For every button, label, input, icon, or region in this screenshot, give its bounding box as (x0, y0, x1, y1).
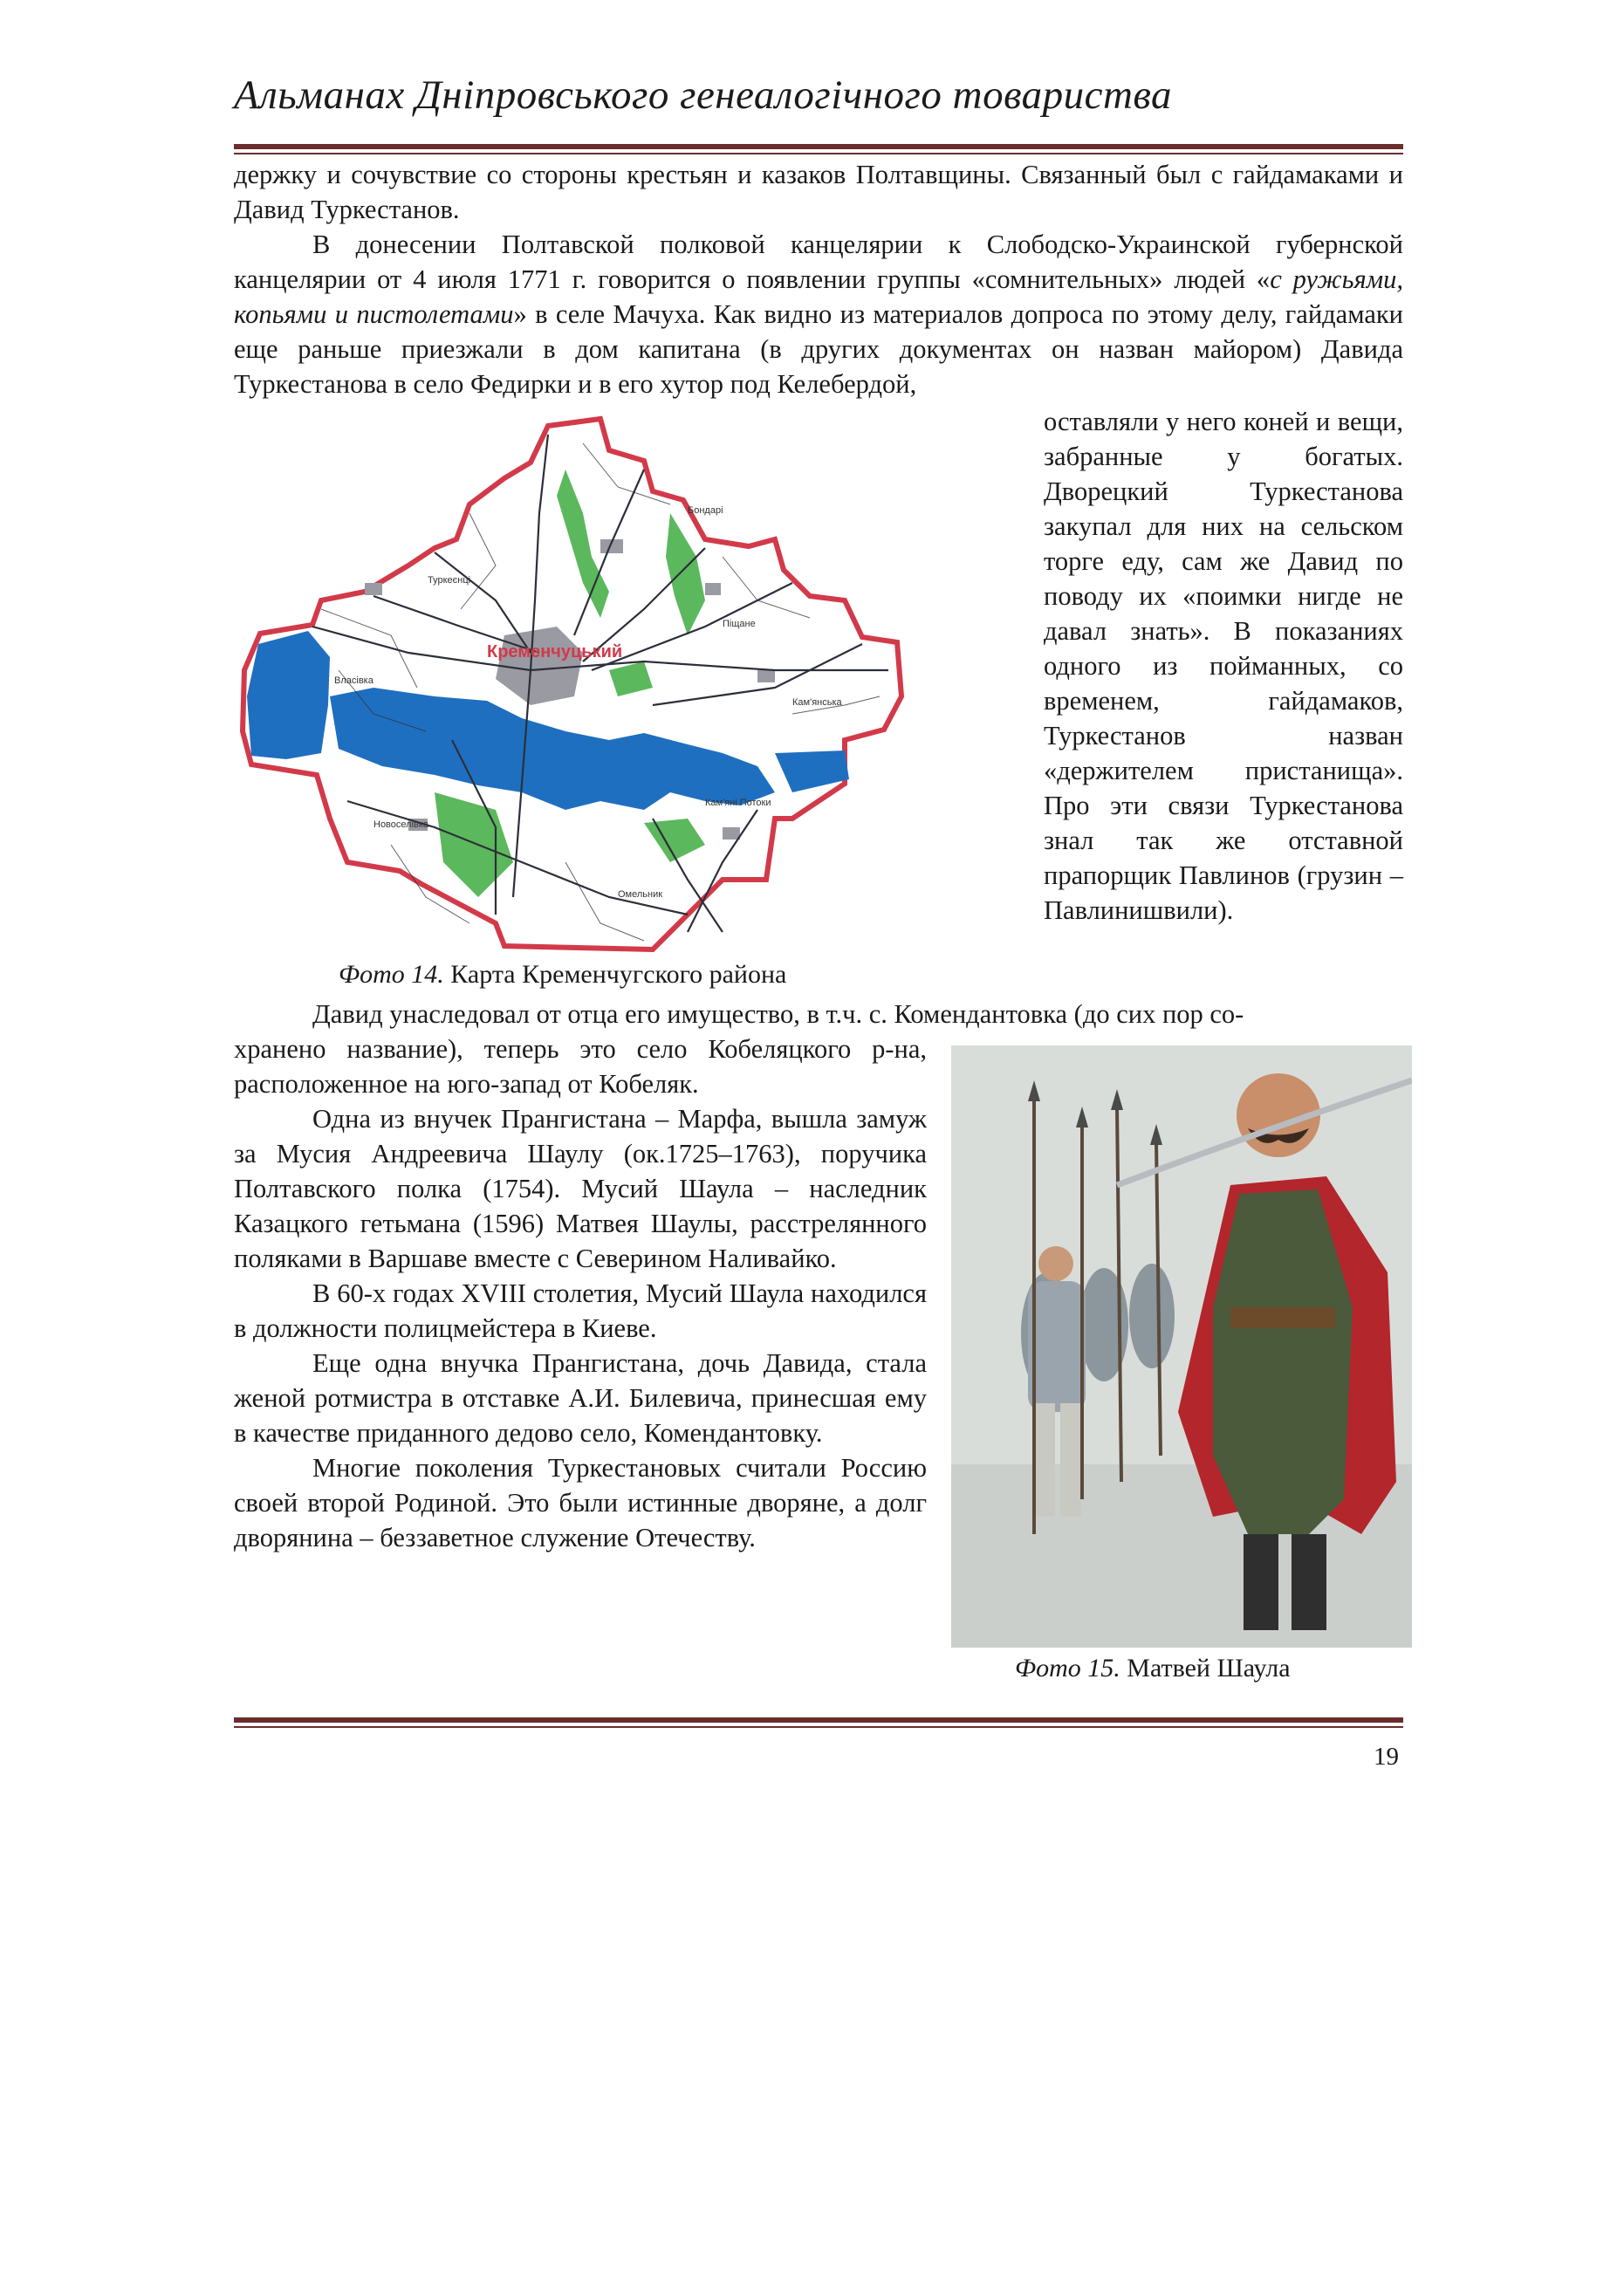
paragraph: хранено название), теперь это село Кобеляцкого р-на, расположенное на юго-запад от Кобеляк. (234, 1034, 927, 1099)
paragraph: Многие поколения Туркестановых считали Россию своей второй Родиной. Это были истинные дворяне, а долг дворянина – беззаветное служение Отечеству. (234, 1453, 927, 1552)
figure-label: Фото 15. (1015, 1654, 1120, 1683)
mid-text-line (234, 997, 1403, 1031)
figure-caption-text: Карта Кременчугского района (443, 960, 787, 989)
reservoir-west (247, 631, 330, 759)
paragraph: В донесении Полтавской полковой канцелярии к Слободско-Украинской губернской канцелярии от 4 июля 1771 г. говорится о появлении группы «сомнительных» людей «с ружьями, копьями и пистолетами» в селе Мачуха. Как видно из материалов допроса по этому делу, гайдамаки еще раньше приезжали в дом капитана (в других документах он назван майором) Давида Туркестанова в село Федирки и в его хутор под Келебердой, (234, 230, 1403, 399)
belt (1230, 1307, 1335, 1328)
map-image (234, 408, 1007, 958)
illustration-image (951, 1045, 1412, 1648)
settlement (723, 827, 740, 840)
figure-caption-text: Матвей Шаула (1120, 1654, 1291, 1683)
settlement (757, 670, 775, 682)
figure-14-caption (339, 960, 786, 990)
italic-quote: с ружьями, копьями и пистолетами (234, 264, 1403, 329)
map-title-label: Кременчуцький (487, 642, 623, 661)
map-place-label: Омельник (618, 889, 663, 900)
paragraph: оставляли у него коней и вещи, забранные у богатых. Дворецкий Туркестанова закупал для них на сельском торге еду, сам же Давид по поводу их «поимки нигде не давал знать». В показаниях одного из пойманных, со временем, гайдамаков, Туркестанов назван «держителем пристанища». Про эти связи Туркестанова знал так же отставной прапорщик Павлинов (грузин – Павлинишвили). (1044, 407, 1403, 925)
paragraph: Еще одна внучка Прангистана, дочь Давида, стала женой ротмистра в отставке А.И. Билевича, принесшая ему в качестве приданного дедово село, Комендантовку. (234, 1348, 927, 1448)
cossack-legs (1244, 1534, 1278, 1630)
left-text-block (234, 1031, 927, 1555)
paragraph-first-line: Давид унаследовал от отца его имущество, в т.ч. с. Комендантовка (до сих пор со- (312, 999, 1244, 1029)
page-number: 19 (1374, 1743, 1399, 1771)
top-text-block (234, 157, 1403, 401)
paragraph: Одна из внучек Прангистана – Марфа, вышла замуж за Мусия Андреевича Шаулу (ок.1725–1763), поручика Полтавского полка (1754). Мусий Шаула – наследник Казацкого гетьмана (1596) Матвея Шаулы, расстрелянного поляками в Варшаве вместе с Северином Наливайко. (234, 1104, 927, 1273)
cossack-legs (1292, 1534, 1326, 1630)
paragraph: В 60-х годах XVIII столетия, Мусий Шаула находился в должности полицмейстера в Киеве. (234, 1278, 927, 1343)
map-place-label: Кам'янська (792, 697, 842, 708)
map-place-label: Піщане (723, 619, 756, 629)
map-place-label: Новоселівка (373, 819, 429, 830)
matvei-shaula-illustration (951, 1045, 1412, 1648)
almanac-header-title: Альманах Дніпровського генеалогічного товариства (234, 72, 1173, 118)
paragraph: держку и сочувствие со стороны крестьян и казаков Полтавщины. Связанный был с гайдамаками и Давид Туркестанов. (234, 160, 1403, 224)
settlement (365, 583, 382, 595)
map-place-label: Туркеєнці (428, 575, 471, 586)
figure-label: Фото 14. (339, 960, 444, 989)
footer-rule (234, 1717, 1403, 1728)
settlement (705, 583, 721, 595)
green-coat (1213, 1189, 1353, 1534)
map-place-label: Кам'яні Потоки (705, 798, 771, 808)
map-place-label: Власівка (334, 675, 373, 686)
figure-15-caption (1015, 1654, 1291, 1683)
header-rule (234, 144, 1403, 154)
kremenchug-district-map (234, 408, 1007, 958)
map-place-label: Бондарі (688, 505, 723, 516)
right-text-block (1044, 404, 1403, 928)
